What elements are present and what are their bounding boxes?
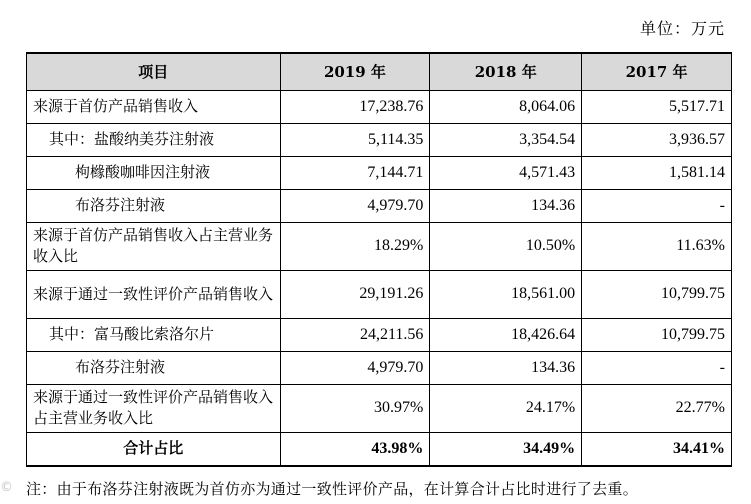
cell-value: 4,979.70: [280, 351, 430, 384]
cell-value: 8,064.06: [430, 90, 582, 123]
cell-value: 5,114.35: [280, 123, 430, 156]
cell-value: 4,979.70: [280, 189, 430, 222]
row-label: 枸橼酸咖啡因注射液: [27, 156, 281, 189]
cell-value: 18,561.00: [430, 270, 582, 318]
cell-value: 11.63%: [582, 222, 732, 270]
table-row: [27, 90, 732, 123]
row-label: 其中：富马酸比索洛尔片: [27, 318, 281, 351]
table-row: [27, 222, 732, 270]
table-row: [27, 123, 732, 156]
cell-value: 7,144.71: [280, 156, 430, 189]
cell-value: 18.29%: [280, 222, 430, 270]
cell-value: 3,354.54: [430, 123, 582, 156]
table-header-row: [27, 53, 732, 90]
cell-value: 29,191.26: [280, 270, 430, 318]
row-label: 合计占比: [27, 432, 281, 466]
cell-value: 134.36: [430, 189, 582, 222]
watermark: ©: [0, 480, 13, 495]
cell-value: 10,799.75: [582, 270, 732, 318]
row-label: 其中：盐酸纳美芬注射液: [27, 123, 281, 156]
table-row: [27, 351, 732, 384]
cell-value: -: [582, 351, 732, 384]
header-2017: 2017 年: [582, 53, 732, 90]
header-2018: 2018 年: [430, 53, 582, 90]
cell-value: 34.49%: [430, 432, 582, 466]
cell-value: 17,238.76: [280, 90, 430, 123]
revenue-table: [26, 52, 732, 467]
cell-value: 1,581.14: [582, 156, 732, 189]
cell-value: 4,571.43: [430, 156, 582, 189]
cell-value: 34.41%: [582, 432, 732, 466]
row-label: 来源于通过一致性评价产品销售收入: [27, 270, 281, 318]
table-row: [27, 384, 732, 432]
table-row: [27, 318, 732, 351]
table-row: [27, 270, 732, 318]
header-item: 项目: [27, 53, 281, 90]
row-label: 来源于首仿产品销售收入占主营业务收入比: [27, 222, 281, 270]
row-label: 来源于首仿产品销售收入: [27, 90, 281, 123]
row-label: 布洛芬注射液: [27, 189, 281, 222]
table-footnote: 注：由于布洛芬注射液既为首仿亦为通过一致性评价产品，在计算合计占比时进行了去重。: [26, 480, 639, 498]
cell-value: 24,211.56: [280, 318, 430, 351]
header-2019: 2019 年: [280, 53, 430, 90]
cell-value: 24.17%: [430, 384, 582, 432]
row-label: 布洛芬注射液: [27, 351, 281, 384]
cell-value: 10.50%: [430, 222, 582, 270]
cell-value: 134.36: [430, 351, 582, 384]
cell-value: -: [582, 189, 732, 222]
cell-value: 30.97%: [280, 384, 430, 432]
table-row: [27, 156, 732, 189]
cell-value: 22.77%: [582, 384, 732, 432]
cell-value: 3,936.57: [582, 123, 732, 156]
table-row: [27, 189, 732, 222]
total-row: [27, 432, 732, 466]
unit-label: 单位：万元: [639, 19, 725, 38]
cell-value: 10,799.75: [582, 318, 732, 351]
cell-value: 43.98%: [280, 432, 430, 466]
cell-value: 18,426.64: [430, 318, 582, 351]
cell-value: 5,517.71: [582, 90, 732, 123]
row-label: 来源于通过一致性评价产品销售收入占主营业务收入比: [27, 384, 281, 432]
